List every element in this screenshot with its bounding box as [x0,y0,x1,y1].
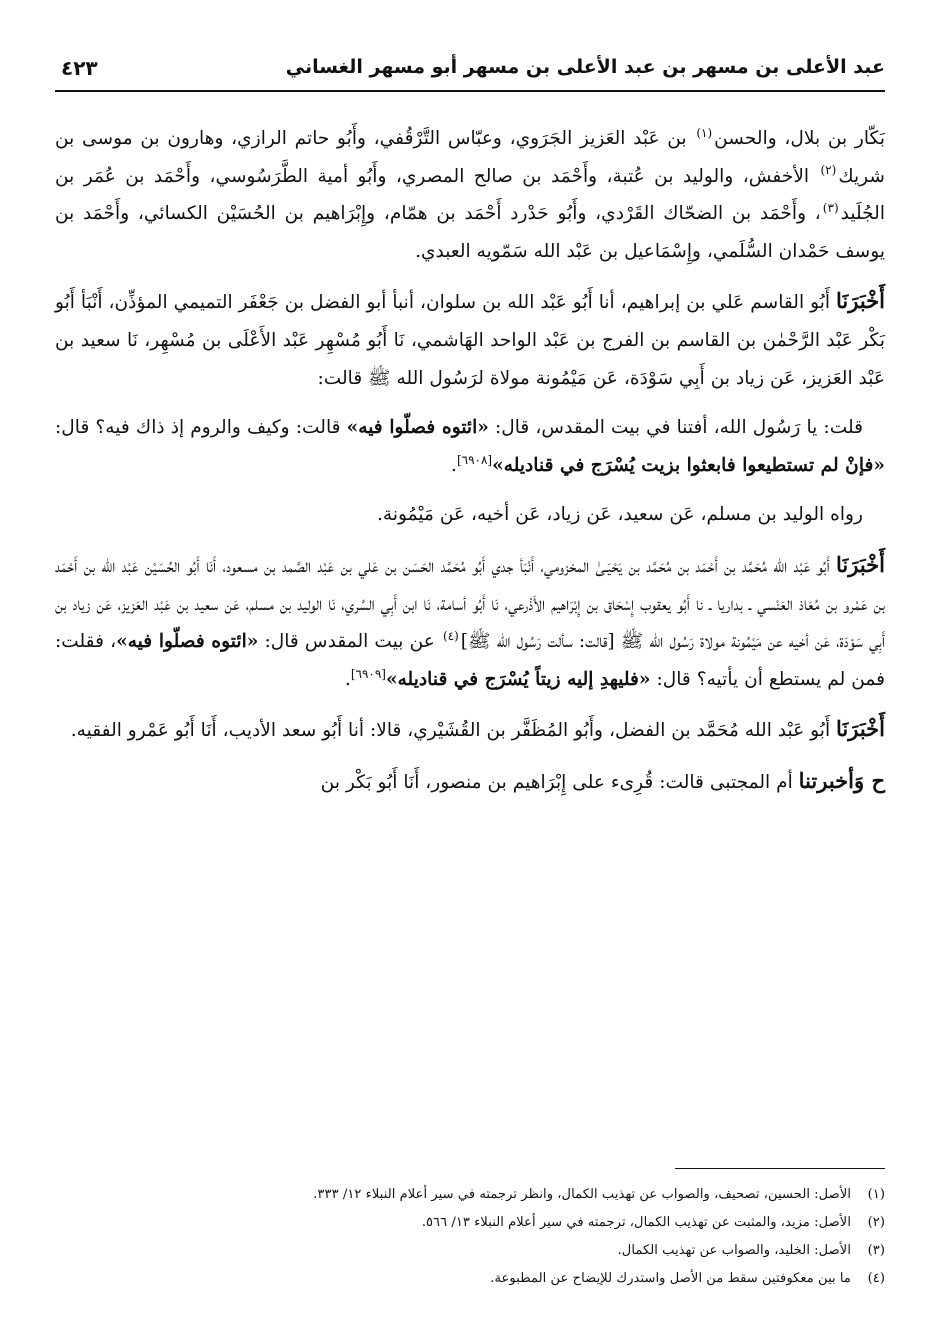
body-paragraph [55,710,885,750]
running-title: عبد الأعلى بن مسهر بن عبد الأعلى بن مسهر أبو مسهر الغساني [285,56,885,78]
paragraph-text: أَبُو عَبْد الله مُحَمَّد بن الفضل، وأَبُو المُظَفَّر بن القُشَيْري، قالا: أنا أَبُو سعد الأديب، أَنَا أَبُو عَمْرو الفقيه. [70,720,837,742]
paragraph-lead: أَخْبَرَنَا [836,288,885,314]
footnote-marker: (٣) [822,201,839,215]
footnote-marker: (٢) [820,163,837,178]
hadith-quote: «فليهدِ إليه زيتاً يُسْرَج في قناديله» [385,668,651,690]
footnote [55,1265,885,1293]
book-page [55,50,886,1286]
hadith-quote: «ائتوه فصلّوا فيه» [116,631,259,653]
paragraph-lead: أَخْبَرَنَا [836,716,885,742]
body-paragraph [55,282,885,397]
footnote-marker: (٤) [442,628,459,643]
paragraph-text: رواه الوليد بن مسلم، عَن سعيد، عَن زياد، عَن أخيه، عَن مَيْمُونة. [377,504,863,526]
paragraph-text: قلت: يا رَسُول الله، أفتنا في بيت المقدس، قال: [488,417,863,439]
paragraph-text: . [451,454,457,476]
footnote-list [55,1181,885,1293]
body-text [55,120,885,802]
footnote-number: (٢) [867,1215,885,1230]
footnote [55,1237,885,1265]
paragraph-text: بن عَبْد العَزيز الجَرَوي، وعبّاس التَّرْقُفي، وأَبُو حاتم الرازي، وهارون بن موسى بن شريك [55,128,885,187]
body-paragraph [55,762,885,802]
hadith-quote: «ائتوه فصلّوا فيه» [346,417,489,439]
paragraph-lead: أَخْبَرَنَا [836,551,885,577]
hadith-number: [٦٩٠٨] [456,452,493,467]
footnote-text: الأصل: الخليد، والصواب عن تهذيب الكمال. [617,1243,851,1258]
paragraph-text: الأخفش، والوليد بن عُتبة، وأَحْمَد بن صالح المصري، وأَبُو أمية الطَّرَسُوسي، وأَحْمَد بن عُمَر بن الجُلَيد [55,165,885,225]
hadith-number: [٦٩٠٩] [350,666,386,681]
footnote [55,1209,885,1237]
paragraph-text: عن بيت المقدس قال: [258,631,441,653]
paragraph-lead: ح وَأخبرتنا [798,767,885,793]
footnote-number: (٣) [867,1243,885,1258]
hadith-quote: «فإنْ لم تستطيعوا فابعثوا بزيت يُسْرَج في قناديله» [492,454,885,476]
page-number: ٤٢٣ [61,56,98,80]
footnote-text: ما بين معكوفتين سقط من الأصل واستدرك للإيضاح عن المطبوعة. [490,1271,851,1286]
paragraph-text: أَبُو عَبْد الله مُحَمَّد بن أَحْمَد بن مُحَمَّد بن يَحْيَـىٰ المخزومي، أَنْبَأ جدي أَبُو مُحَمَّد الحَسَن بن عَلي بن عَبْد الصَّمد بن مسعود، أَنَا أَبُو الحُسَيْن عَبْد الله بن أَحْمَد بن عَمْرو بن مُعَاذ العَنْسي ـ بداريا ـ نا أَبُو يعقوب إِسْحَاق بن إِبْرَاهيم الأَذْرعي، نَا أَبُو أسامة، نَا ابن أَبِي السَّري، نَا الوليد بن مسلم، عَن سعيد بن عَبْد العَزيز، عَن زياد بن أَبِي سَوْدَة، عَن أخيه عن مَيْمُونة مولاة رَسُول الله ﷺ [قالت: سألت رَسُول الله ﷺ] [55,555,885,653]
paragraph-text: أَبُو القاسم عَلي بن إبراهيم، أنا أَبُو عَبْد الله بن سلوان، أنبأ أبو الفضل بن جَعْفَر التميمي المؤذِّن، أَنْبَأ أَبُو بَكْر عَبْد الرَّحْمٰن بن القاسم بن الفرج بن عَبْد الواحد الهَاشمي، نَا أَبُو مُسْهِر عَبْد الأَعْلَى بن مُسْهِر، نَا سعيد بن عَبْد العَزيز، عَن زياد بن أَبِي سَوْدَة، عَن مَيْمُونة مولاة لرَسُول الله ﷺ قالت: [55,292,885,389]
footnote-text: الأصل: مزيد، والمثبت عن تهذيب الكمال، ترجمته في سير أعلام النبلاء ١٣/ ٥٦٦. [421,1215,851,1230]
page-header [55,50,885,92]
footnote-text: الأصل: الحسين، تصحيف، والصواب عن تهذيب الكمال، وانظر ترجمته في سير أعلام النبلاء ١٢/ ٣٣٣. [313,1187,851,1202]
paragraph-text: أم المجتبى قالت: قُرِىء على إِبْرَاهيم بن منصور، أَنَا أَبُو بَكْر بن [320,771,799,793]
body-paragraph [55,120,885,270]
footnotes [55,1168,885,1293]
footnote-number: (١) [867,1187,885,1202]
paragraph-text: ، فقلت: فمن لم يستطع أن يأتيه؟ قال: [55,631,885,690]
paragraph-text: قالت: وكيف والروم إذ ذاك فيه؟ قال: [55,417,347,439]
footnote [55,1181,885,1209]
paragraph-text: بَكّار بن بلال، والحسن [714,128,886,149]
body-paragraph [55,409,885,484]
paragraph-text: . [344,668,351,690]
body-paragraph [55,496,885,534]
paragraph-text: ، وأَحْمَد بن الضحّاك القَرْدي، وأَبُو حَدْرد أَحْمَد بن همّام، وإِبْرَاهيم بن الحُسَيْن الكسائي، وأَحْمَد بن يوسف حَمْدان السُّلَمي، وإِسْمَاعيل بن عَبْد الله سَمّويه العبدي. [55,203,885,262]
footnote-number: (٤) [867,1271,885,1286]
footnote-divider [675,1168,885,1169]
body-paragraph [55,546,885,698]
footnote-marker: (١) [696,125,713,140]
